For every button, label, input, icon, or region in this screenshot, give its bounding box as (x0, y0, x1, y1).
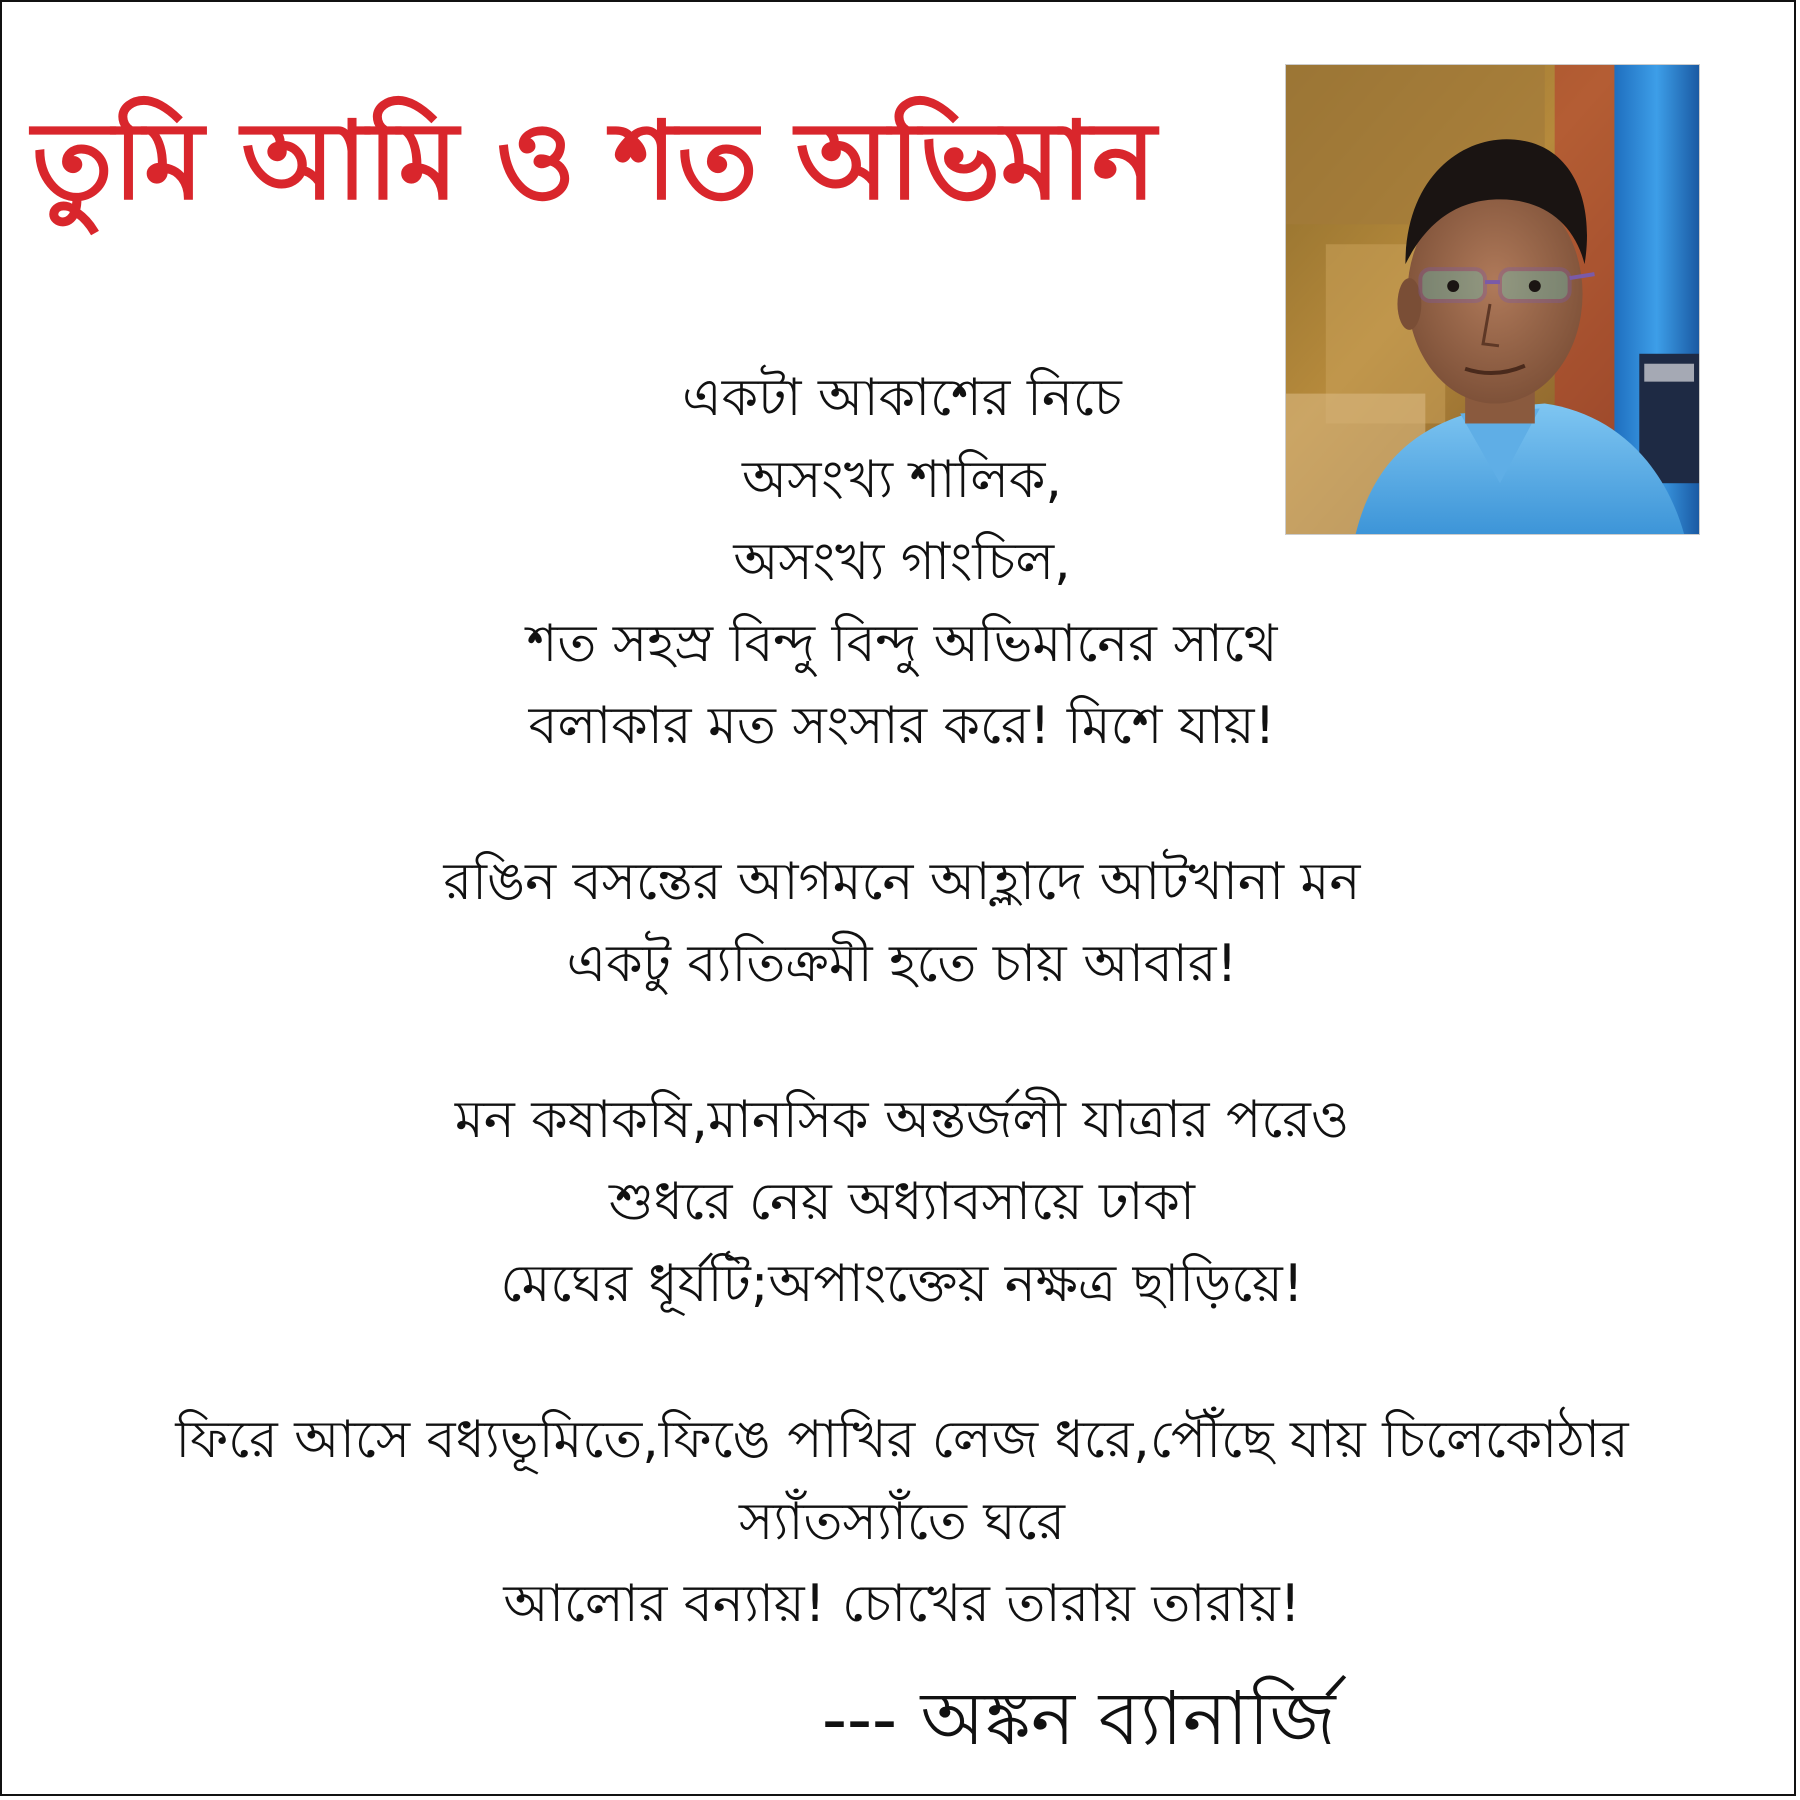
poem-title: তুমি আমি ও শত অভিমান (32, 99, 1157, 224)
poem-line: বলাকার মত সংসার করে! মিশে যায়! (528, 696, 1276, 756)
poem-line: ফিরে আসে বধ্যভূমিতে,ফিঙে পাখির লেজ ধরে,পৌঁছে যায় চিলেকোঠার (175, 1410, 1629, 1470)
poem-line: অসংখ্য গাংচিল, (733, 532, 1071, 592)
poem-line: মন কষাকষি,মানসিক অন্তর্জলী যাত্রার পরেও (454, 1090, 1350, 1150)
poem-body (62, 357, 1742, 1645)
poem-line: একটা আকাশের নিচে (682, 368, 1122, 428)
stanza-3 (62, 1079, 1742, 1325)
poem-line: আলোর বন্যায়! চোখের তারায় তারায়! (503, 1574, 1301, 1634)
author-signature: --- অঙ্কন ব্যানার্জি (822, 1676, 1336, 1762)
stanza-2 (62, 841, 1742, 1005)
poem-line: মেঘের ধূর্যটি;অপাংক্তেয় নক্ষত্র ছাড়িয়ে! (500, 1254, 1304, 1314)
stanza-4 (62, 1399, 1742, 1645)
poem-line: রঙিন বসন্তের আগমনে আহ্লাদে আটখানা মন (443, 852, 1361, 912)
poem-line: শুধরে নেয় অধ্যাবসায়ে ঢাকা (609, 1172, 1195, 1232)
poem-line: স্যাঁতস্যাঁতে ঘরে (738, 1492, 1066, 1552)
poem-line: অসংখ্য শালিক, (742, 450, 1062, 510)
poem-line: শত সহস্র বিন্দু বিন্দু অভিমানের সাথে (526, 614, 1278, 674)
stanza-1 (62, 357, 1742, 767)
poem-line: একটু ব্যতিক্রমী হতে চায় আবার! (566, 934, 1238, 994)
